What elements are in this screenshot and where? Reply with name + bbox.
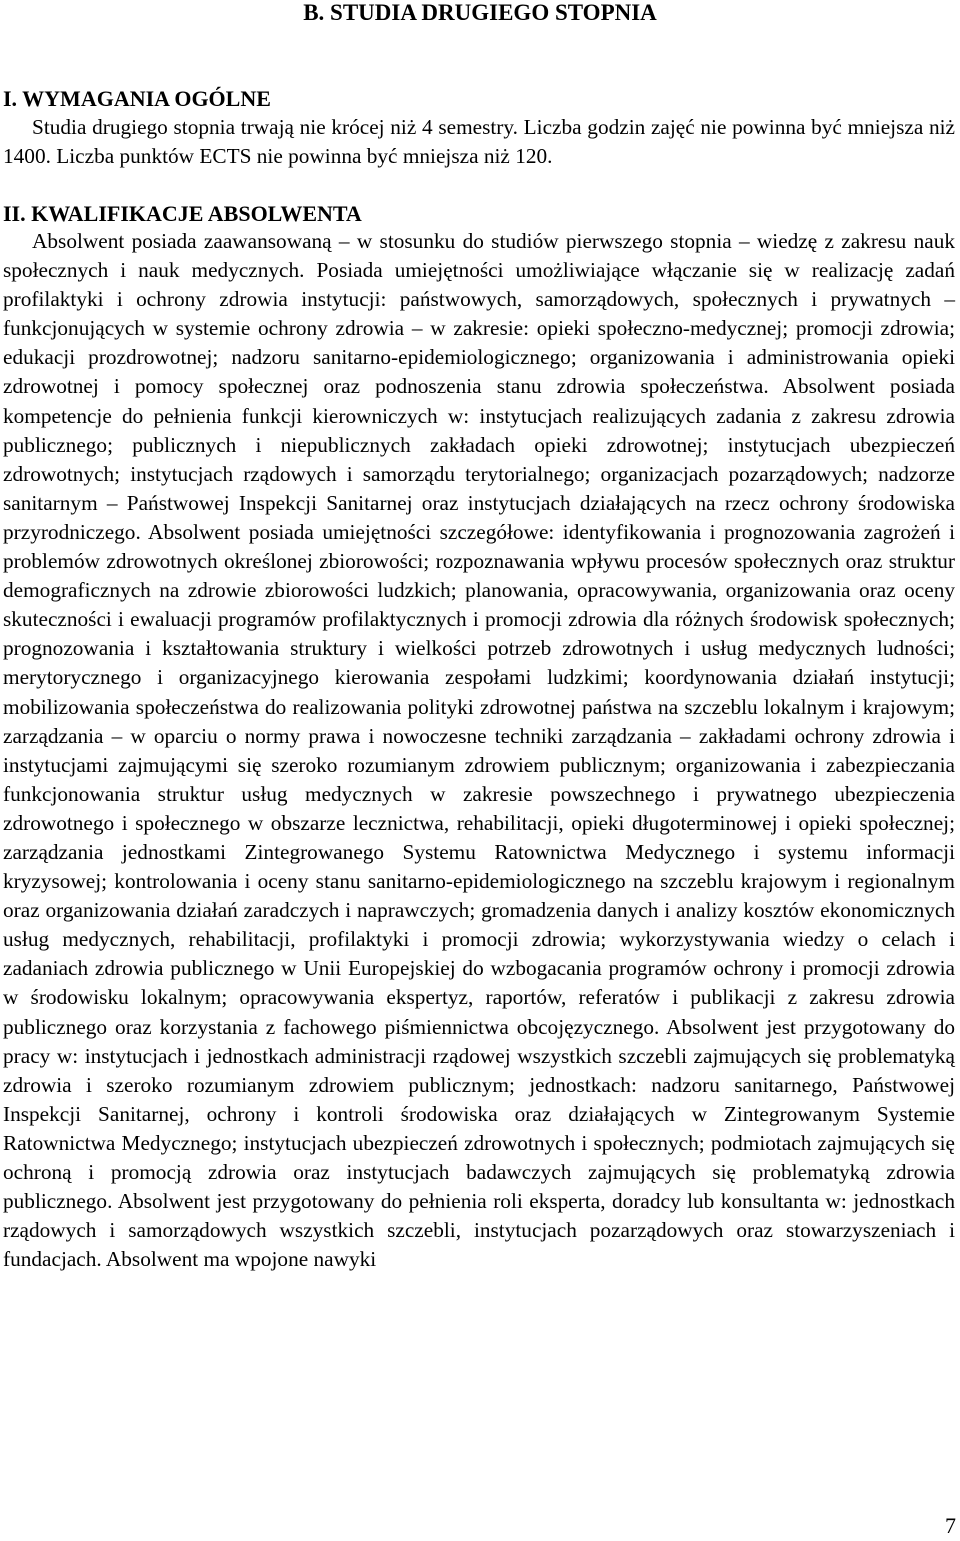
section-heading-graduate-qualifications: II. KWALIFIKACJE ABSOLWENTA bbox=[3, 201, 362, 226]
section-body-graduate-qualifications bbox=[3, 227, 955, 1274]
section-body-general-requirements-text: Studia drugiego stopnia trwają nie krócej niż 4 semestry. Liczba godzin zajęć nie powinna być mniejsza niż 1400. Liczba punktów ECTS nie powinna być mniejsza niż 120. bbox=[3, 115, 955, 169]
document-title: B. STUDIA DRUGIEGO STOPNIA bbox=[303, 0, 657, 25]
section-body-graduate-qualifications-text: Absolwent posiada zaawansowaną – w stosunku do studiów pierwszego stopnia – wiedzę z zakresu nauk społecznych i nauk medycznych. Posiada umiejętności umożliwiające włączanie się w realizację zadań profilaktyki i ochrony zdrowia instytucji: państwowych, samorządowych, społecznych i prywatnych – funkcjonujących w systemie ochrony zdrowia – w zakresie: opieki społeczno-medycznej; promocji zdrowia; edukacji prozdrowotnej; nadzoru sanitarno-epidemiologicznego; organizowania i administrowania opieki zdrowotnej i pomocy społecznej oraz podnoszenia stanu zdrowia społeczeństwa. Absolwent posiada kompetencje do pełnienia funkcji kierowniczych w: instytucjach realizujących zadania z zakresu zdrowia publicznego; publicznych i niepublicznych zakładach opieki zdrowotnej; instytucjach ubezpieczeń zdrowotnych; instytucjach rządowych i samorządu terytorialnego; organizacjach pozarządowych; nadzorze sanitarnym – Państwowej Inspekcji Sanitarnej oraz instytucjach działających na rzecz ochrony środowiska przyrodniczego. Absolwent posiada umiejętności szczegółowe: identyfikowania i prognozowania zagrożeń i problemów zdrowotnych określonej zbiorowości; rozpoznawania wpływu procesów społecznych oraz struktur demograficznych na zdrowie zbiorowości ludzkich; planowania, opracowywania, organizowania oraz oceny skuteczności i ewaluacji programów profilaktycznych i promocji zdrowia dla różnych środowisk społecznych; prognozowania i kształtowania struktury i wielkości potrzeb zdrowotnych i usług medycznych ludności; merytorycznego i organizacyjnego kierowania zespołami ludzkimi; koordynowania działań instytucji; mobilizowania społeczeństwa do realizowania polityki zdrowotnej państwa na szczeblu lokalnym i krajowym; zarządzania – w oparciu o normy prawa i nowoczesne techniki zarządzania – zakładami ochrony zdrowia i instytucjami zajmującymi się szeroko rozumianym zdrowiem publicznym; organizowania i zabezpieczania funkcjonowania struktur usług medycznych w zakresie powszechnego i prywatnego ubezpieczenia zdrowotnego i społecznego w obszarze lecznictwa, rehabilitacji, opieki długoterminowej i opieki społecznej; zarządzania jednostkami Zintegrowanego Systemu Ratownictwa Medycznego i systemu informacji kryzysowej; kontrolowania i oceny stanu sanitarno-epidemiologicznego na szczeblu krajowym i regionalnym oraz organizowania działań zaradczych i naprawczych; gromadzenia danych i analizy kosztów ekonomicznych usług medycznych, rehabilitacji, profilaktyki i promocji zdrowia; wykorzystywania wiedzy o celach i zadaniach zdrowia publicznego w Unii Europejskiej do wzbogacania programów ochrony i promocji zdrowia w środowisku lokalnym; opracowywania ekspertyz, raportów, referatów i publikacji z zakresu zdrowia publicznego oraz korzystania z fachowego piśmiennictwa obcojęzycznego. Absolwent jest przygotowany do pracy w: instytucjach i jednostkach administracji rządowej wszystkich szczebli zajmujących się problematyką zdrowia i szeroko rozumianym zdrowiem publicznym; jednostkach: nadzoru sanitarnego, Państwowej Inspekcji Sanitarnej, ochrony i kontroli środowiska oraz działających w Zintegrowanym Systemie Ratownictwa Medycznego; instytucjach ubezpieczeń zdrowotnych i społecznych; podmiotach zajmujących się ochroną i promocją zdrowia oraz instytucjach badawczych zajmujących się problematyką zdrowia publicznego. Absolwent jest przygotowany do pełnienia roli eksperta, doradcy lub konsultanta w: jednostkach rządowych i samorządowych wszystkich szczebli, instytucjach pozarządowych oraz stowarzyszeniach i fundacjach. Absolwent ma wpojone nawyki bbox=[3, 229, 955, 1272]
page-number: 7 bbox=[945, 1513, 956, 1538]
section-heading-general-requirements: I. WYMAGANIA OGÓLNE bbox=[3, 86, 271, 111]
section-body-general-requirements bbox=[3, 113, 955, 171]
